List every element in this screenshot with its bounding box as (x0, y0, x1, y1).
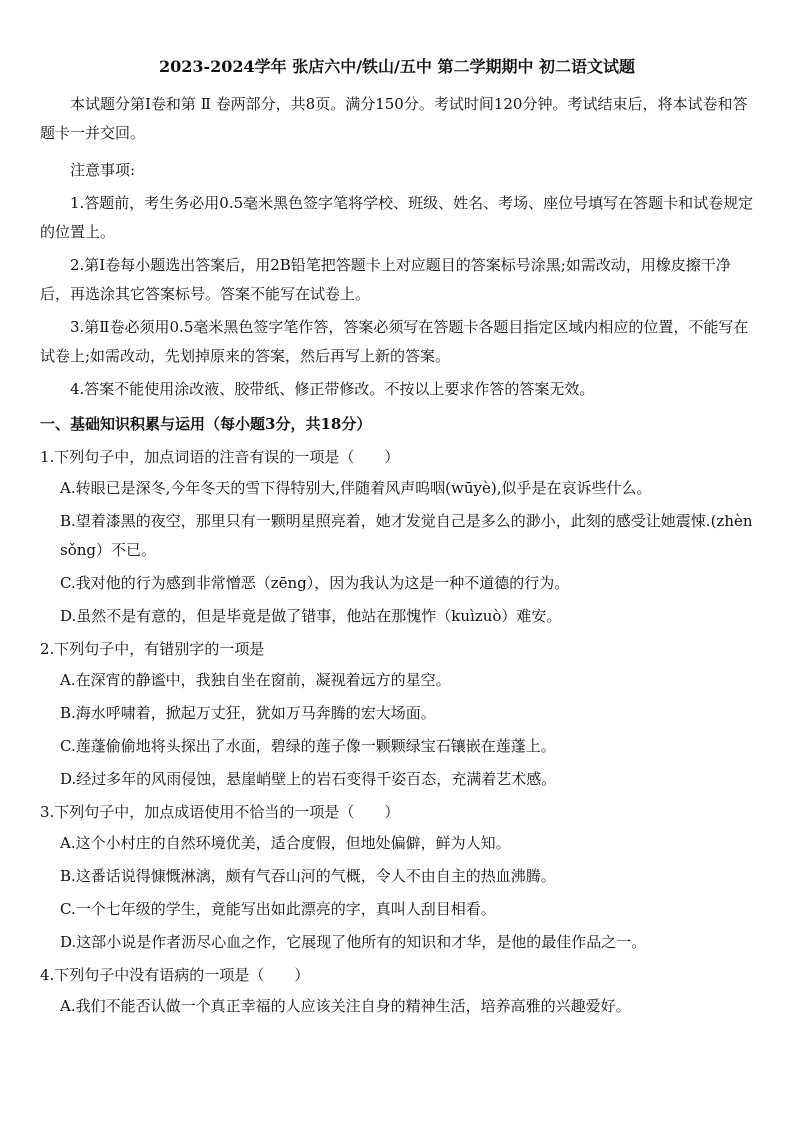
question-stem: 4.下列句子中没有语病的一项是（ ） (40, 966, 310, 984)
question-option: C.我对他的行为感到非常憎恶（zēng），因为我认为这是一种不道德的行为。 (60, 574, 570, 592)
question-option: C.莲蓬偷偷地将头探出了水面，碧绿的莲子像一颗颗绿宝石镶嵌在莲蓬上。 (60, 737, 556, 755)
question-option: B.望着漆黑的夜空，那里只有一颗明星照亮着，她才发觉自己是多么的渺小，此刻的感受让她震悚.(zhèn sǒng）不已。 (60, 512, 753, 559)
notice-label: 注意事项: (70, 161, 136, 179)
question-option: A.这个小村庄的自然环境优美，适合度假，但地处偏僻，鲜为人知。 (60, 834, 511, 852)
question-option: D.这部小说是作者沥尽心血之作，它展现了他所有的知识和才华，是他的最佳作品之一。 (60, 933, 647, 951)
question-stem: 3.下列句子中，加点成语使用不恰当的一项是（ ） (40, 803, 400, 821)
question-stem: 2.下列句子中，有错别字的一项是 (40, 640, 265, 658)
question-option: A.我们不能否认做一个真正幸福的人应该关注自身的精神生活，培养高雅的兴趣爱好。 (60, 997, 631, 1015)
section-heading: 一、基础知识积累与运用（每小题3分，共18分） (40, 415, 372, 433)
notice-item-4: 4.答案不能使用涂改液、胶带纸、修正带修改。不按以上要求作答的答案无效。 (70, 380, 595, 398)
question-option: D.经过多年的风雨侵蚀，悬崖峭壁上的岩石变得千姿百态，充满着艺术感。 (60, 770, 557, 788)
question-stem: 1.下列句子中，加点词语的注音有误的一项是（ ） (40, 448, 400, 466)
question-option: B.海水呼啸着，掀起万丈狂，犹如万马奔腾的宏大场面。 (60, 704, 436, 722)
notice-item-3: 3.第Ⅱ卷必须用0.5毫米黑色签字笔作答，答案必须写在答题卡各题目指定区域内相应的位置，不能写在试卷上;如需改动，先划掉原来的答案，然后再写上新的答案。 (40, 318, 749, 365)
page-title: 2023-2024学年 张店六中/铁山/五中 第二学期期中 初二语文试题 (158, 57, 636, 76)
notice-item-2: 2.第Ⅰ卷每小题选出答案后，用2B铅笔把答题卡上对应题目的答案标号涂黑;如需改动，用橡皮擦干净后，再选涂其它答案标号。答案不能写在试卷上。 (40, 256, 731, 303)
question-option: D.虽然不是有意的，但是毕竟是做了错事，他站在那愧怍（kuìzuò）难安。 (60, 607, 562, 625)
question-option: B.这番话说得慷慨淋漓，颇有气吞山河的气概，令人不由自主的热血沸腾。 (60, 867, 556, 885)
intro-paragraph: 本试题分第Ⅰ卷和第 Ⅱ 卷两部分，共8页。满分150分。考试时间120分钟。考试结束后，将本试卷和答题卡一并交回。 (40, 95, 748, 142)
question-option: A.转眼已是深冬,今年冬天的雪下得特别大,伴随着风声呜咽(wūyè),似乎是在哀诉些什么。 (60, 479, 652, 497)
question-option: C.一个七年级的学生，竟能写出如此漂亮的字，真叫人刮目相看。 (60, 900, 496, 918)
question-option: A.在深宵的静谧中，我独自坐在窗前，凝视着远方的星空。 (60, 671, 451, 689)
notice-item-1: 1.答题前，考生务必用0.5毫米黑色签字笔将学校、班级、姓名、考场、座位号填写在答题卡和试卷规定的位置上。 (40, 194, 754, 241)
